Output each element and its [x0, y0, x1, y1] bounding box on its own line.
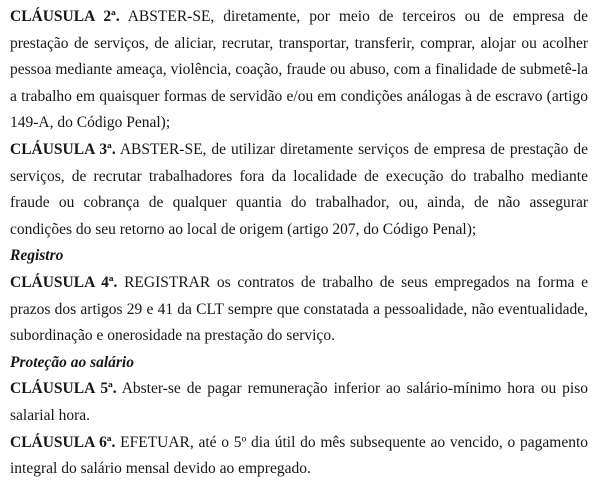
- clause-heading: CLÁUSULA 5ª.: [10, 380, 117, 398]
- clause-text: ABSTER-SE, diretamente, por meio de terceiros ou de empresa de prestação de serviços, de aliciar, recrutar, transportar, transferir, comprar, alojar ou acolher pessoa mediante ameaça, violência, coação, fraude ou abuso, com a finalidade de submetê-la a trabalho em quaisquer formas de servidão e/ou em condições análogas à de escravo (artigo 149-A, do Código Penal);: [10, 8, 588, 132]
- clause-text: Abster-se de pagar remuneração inferior ao salário-mínimo hora ou piso salarial hora.: [10, 380, 588, 424]
- clause-heading: CLÁUSULA 4ª.: [10, 273, 118, 291]
- clause-heading: CLÁUSULA 2ª.: [10, 8, 120, 25]
- clause-heading: CLÁUSULA 3ª.: [10, 140, 116, 158]
- clause-text: ABSTER-SE, de utilizar diretamente serviços de empresa de prestação de serviços, de recrutar trabalhadores fora da localidade de execução do trabalho mediante fraude ou cobrança de qualquer quantia do trabalhador, ou, ainda, de não assegurar condições do seu retorno ao local de origem (artigo 207, do Código Penal);: [10, 140, 589, 238]
- clause-heading: CLÁUSULA 6ª.: [10, 433, 116, 451]
- clause-5: [10, 376, 588, 429]
- section-title-protecao-salario: Proteção ao salário: [10, 353, 134, 371]
- section-title-registro: Registro: [10, 247, 64, 265]
- clause-3: [10, 137, 588, 243]
- clause-text: EFETUAR, até o 5º dia útil do mês subsequente ao vencido, o pagamento integral do salário mensal devido ao empregado.: [10, 433, 589, 478]
- clause-2: [10, 4, 588, 137]
- clause-6: [10, 430, 588, 483]
- clause-text: REGISTRAR os contratos de trabalho de seus empregados na forma e prazos dos artigos 29 e 41 da CLT sempre que constatada a pessoalidade, não eventualidade, subordinação e onerosidade na prestação do serviço.: [10, 273, 588, 345]
- clause-4: [10, 270, 588, 350]
